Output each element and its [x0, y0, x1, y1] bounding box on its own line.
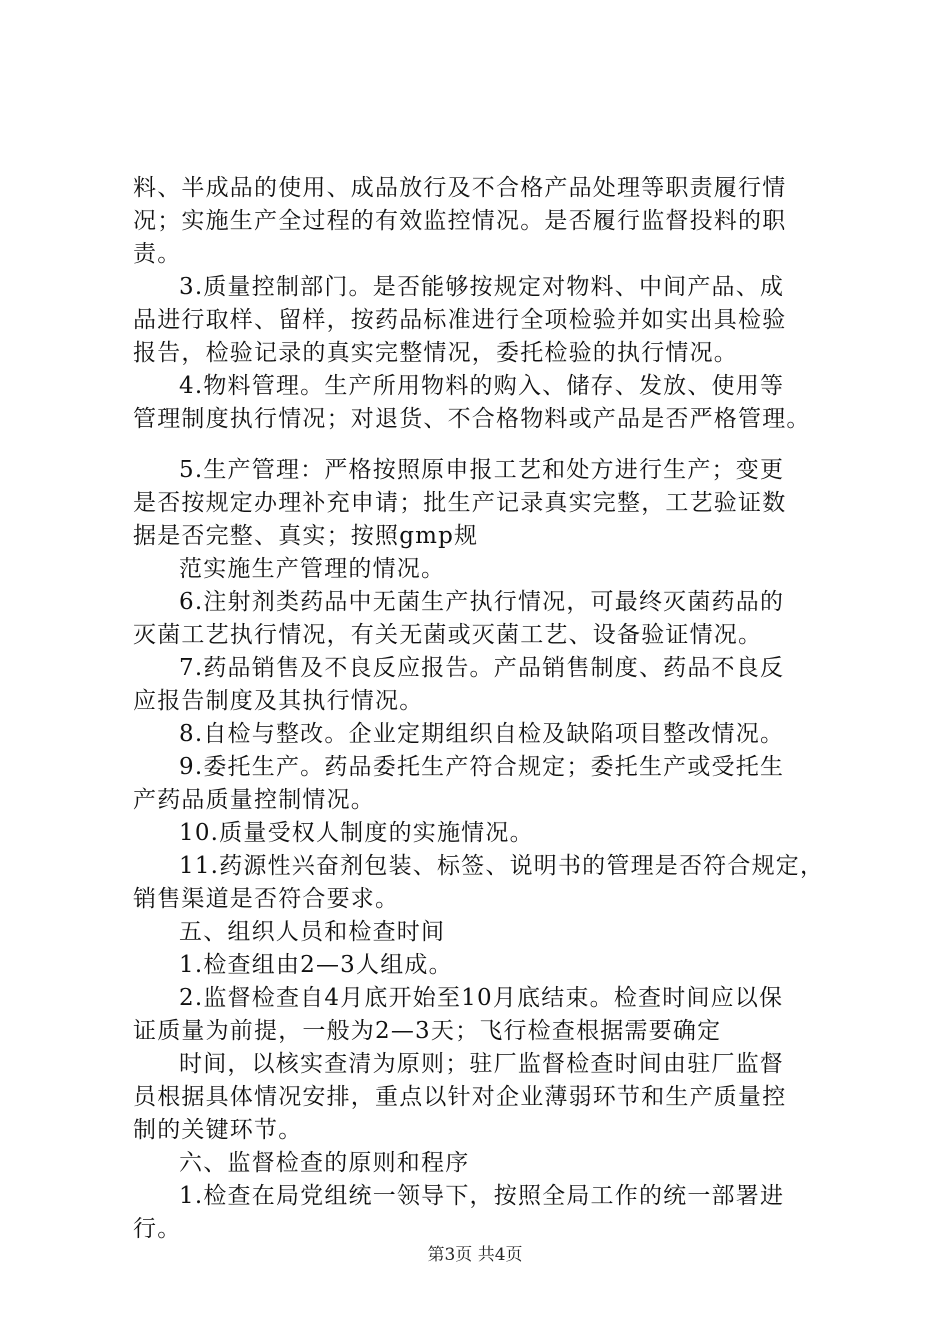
- text-line: 料、半成品的使用、成品放行及不合格产品处理等职责履行情: [133, 175, 787, 201]
- text-line: 报告，检验记录的真实完整情况，委托检验的执行情况。: [133, 340, 738, 366]
- text-line: 据是否完整、真实；按照gmp规: [133, 523, 479, 549]
- text-line: 灭菌工艺执行情况，有关无菌或灭菌工艺、设备验证情况。: [133, 622, 763, 648]
- text-line: 3.质量控制部门。是否能够按规定对物料、中间产品、成: [179, 274, 785, 300]
- text-line: 是否按规定办理补充申请；批生产记录真实完整，工艺验证数: [133, 490, 787, 516]
- text-line: 5.生产管理：严格按照原申报工艺和处方进行生产；变更: [179, 457, 785, 483]
- text-line: 行。: [133, 1216, 182, 1242]
- text-line: 10.质量受权人制度的实施情况。: [179, 820, 534, 846]
- text-line: 况；实施生产全过程的有效监控情况。是否履行监督投料的职: [133, 208, 787, 234]
- text-line: 品进行取样、留样，按药品标准进行全项检验并如实出具检验: [133, 307, 787, 333]
- text-line: 证质量为前提，一般为2—3天；飞行检查根据需要确定: [133, 1018, 722, 1044]
- text-line: 应报告制度及其执行情况。: [133, 688, 424, 714]
- text-line: 时间，以核实查清为原则；驻厂监督检查时间由驻厂监督: [179, 1051, 784, 1077]
- text-line: 2.监督检查自4月底开始至10月底结束。检查时间应以保: [179, 985, 784, 1011]
- text-line: 六、监督检查的原则和程序: [179, 1150, 470, 1176]
- text-line: 产药品质量控制情况。: [133, 787, 375, 813]
- text-line: 1.检查在局党组统一领导下，按照全局工作的统一部署进: [179, 1183, 785, 1209]
- text-line: 8.自检与整改。企业定期组织自检及缺陷项目整改情况。: [179, 721, 785, 747]
- text-line: 员根据具体情况安排，重点以针对企业薄弱环节和生产质量控: [133, 1084, 787, 1110]
- text-line: 管理制度执行情况；对退货、不合格物料或产品是否严格管理。: [133, 406, 811, 432]
- text-line: 9.委托生产。药品委托生产符合规定；委托生产或受托生: [179, 754, 785, 780]
- text-line: 11.药源性兴奋剂包装、标签、说明书的管理是否符合规定，: [179, 853, 825, 879]
- text-line: 销售渠道是否符合要求。: [133, 886, 400, 912]
- text-line: 五、组织人员和检查时间: [179, 919, 446, 945]
- text-line: 6.注射剂类药品中无菌生产执行情况，可最终灭菌药品的: [179, 589, 785, 615]
- text-line: 7.药品销售及不良反应报告。产品销售制度、药品不良反: [179, 655, 785, 681]
- page-footer: 第3页 共4页: [427, 1245, 523, 1265]
- text-line: 制的关键环节。: [133, 1117, 303, 1143]
- document-body: [133, 172, 833, 1246]
- text-line: 责。: [133, 241, 182, 267]
- text-line: 1.检查组由2—3人组成。: [179, 952, 453, 978]
- text-line: 4.物料管理。生产所用物料的购入、储存、发放、使用等: [179, 373, 785, 399]
- text-line: 范实施生产管理的情况。: [179, 556, 446, 582]
